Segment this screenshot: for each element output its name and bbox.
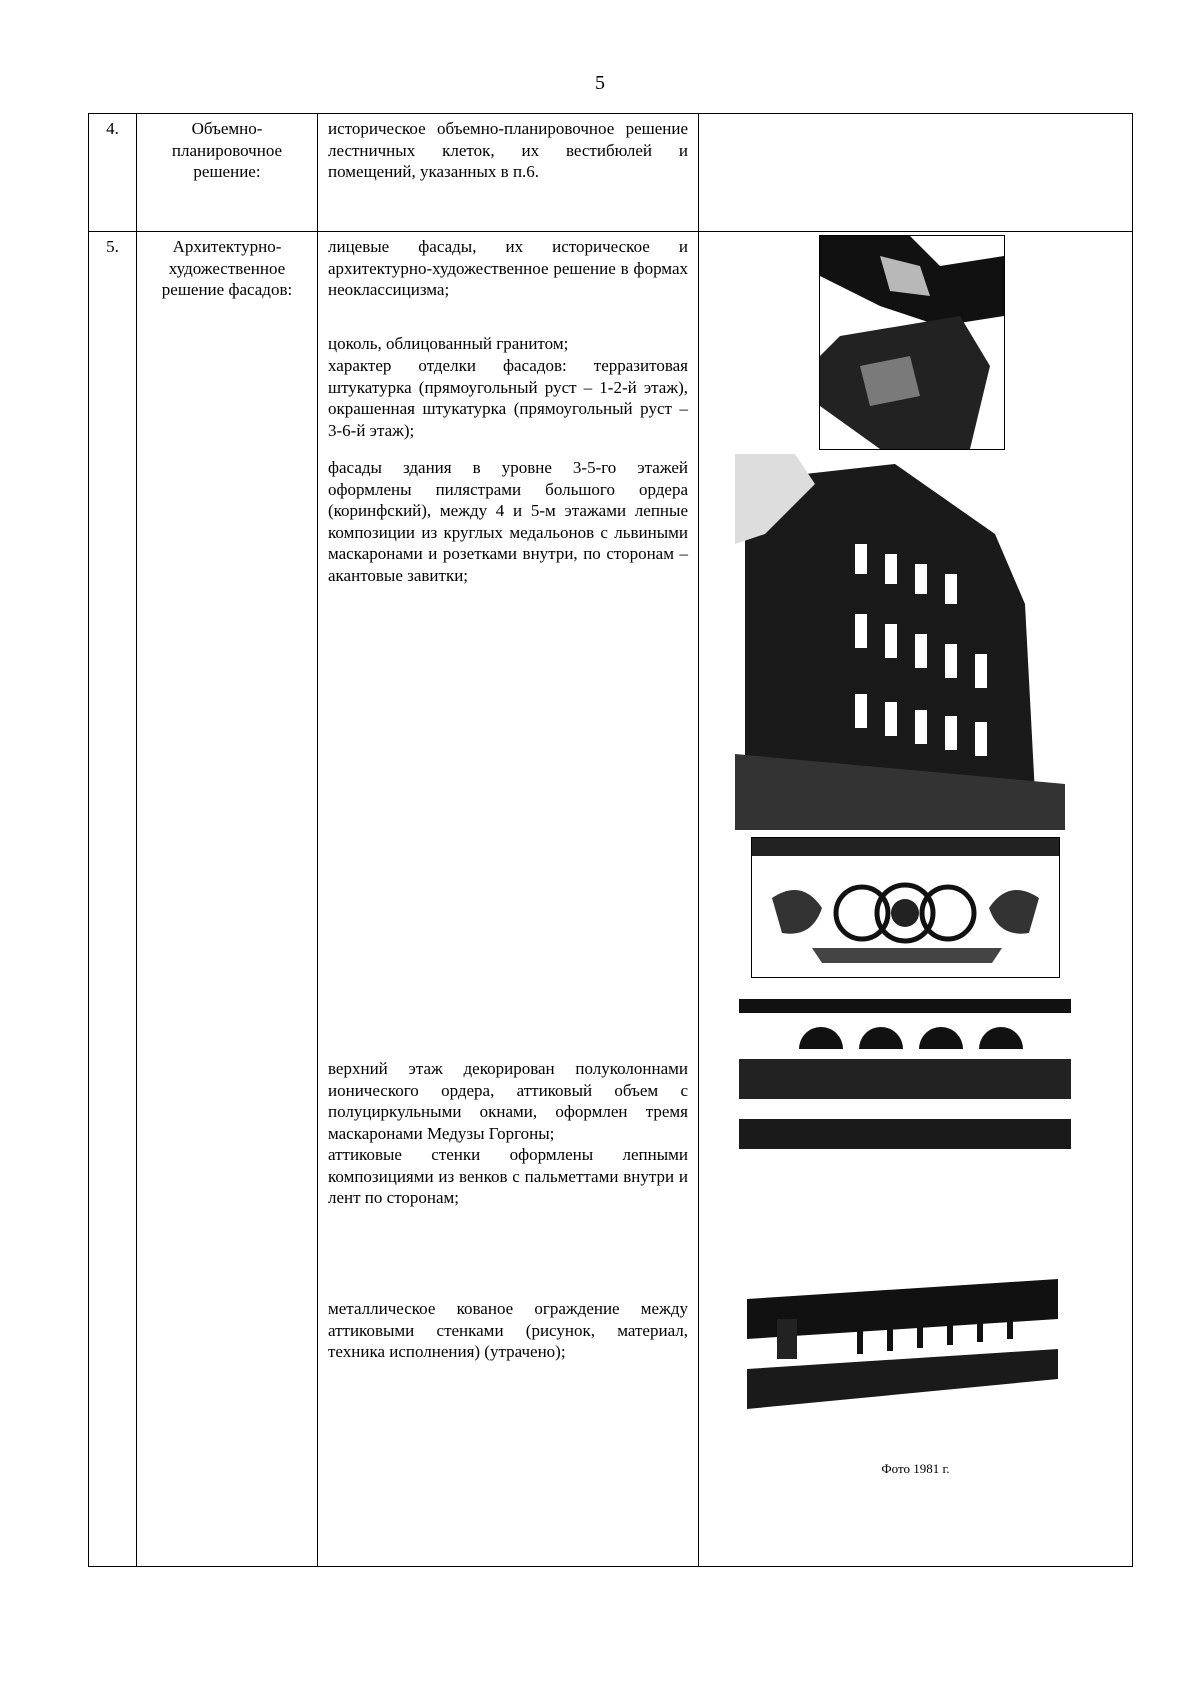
- photo-medallion-detail: [751, 837, 1060, 978]
- photo-caption: Фото 1981 г.: [881, 1461, 950, 1476]
- table-row: [89, 114, 1133, 232]
- row-number: 4.: [89, 114, 137, 232]
- page-number: 5: [595, 72, 605, 94]
- description-paragraph: фасады здания в уровне 3-5-го этажей оформлены пилястрами большого ордера (коринфский), между 4 и 5-м этажами лепные композиции из круглых медальонов с львиными маскаронами и розетками внутри, по сторонам – акантовые завитки;: [328, 458, 688, 585]
- row-name: Объемно-планировочное решение:: [137, 114, 318, 232]
- description-paragraph: характер отделки фасадов: терразитовая штукатурка (прямоугольный руст – 1-2-й этаж), окрашенная штукатурка (прямоугольный руст – 3-6-й этаж);: [328, 356, 688, 440]
- photo-building-view: [735, 454, 1065, 830]
- photo-upper-floor: [739, 999, 1071, 1217]
- description-paragraph: верхний этаж декорирован полуколоннами ионического ордера, аттиковый объем с полуциркульными окнами, оформлен тремя маскаронами Медузы Горгоны;: [328, 1059, 688, 1143]
- description-paragraph: историческое объемно-планировочное решение лестничных клеток, их вестибюлей и помещений, указанных в п.6.: [328, 119, 688, 181]
- photo-balustrade: [747, 1279, 1058, 1455]
- row-image-cell: [699, 232, 1133, 1567]
- photo-facade-corner: [819, 235, 1005, 450]
- row-description: [318, 232, 699, 1567]
- row-name: Архитектурно-художественное решение фасадов:: [137, 232, 318, 1567]
- row-number: 5.: [89, 232, 137, 1567]
- table-row: [89, 232, 1133, 1567]
- protected-subject-table: [88, 113, 1133, 1567]
- row-image-cell: [699, 114, 1133, 232]
- row-description: [318, 114, 699, 232]
- description-paragraph: цоколь, облицованный гранитом;: [328, 334, 569, 353]
- description-paragraph: лицевые фасады, их историческое и архитектурно-художественное решение в формах неоклассицизма;: [328, 237, 688, 299]
- description-paragraph: аттиковые стенки оформлены лепными композициями из венков с пальметтами внутри и лент по сторонам;: [328, 1145, 688, 1207]
- description-paragraph: металлическое кованое ограждение между аттиковыми стенками (рисунок, материал, техника исполнения) (утрачено);: [328, 1299, 688, 1361]
